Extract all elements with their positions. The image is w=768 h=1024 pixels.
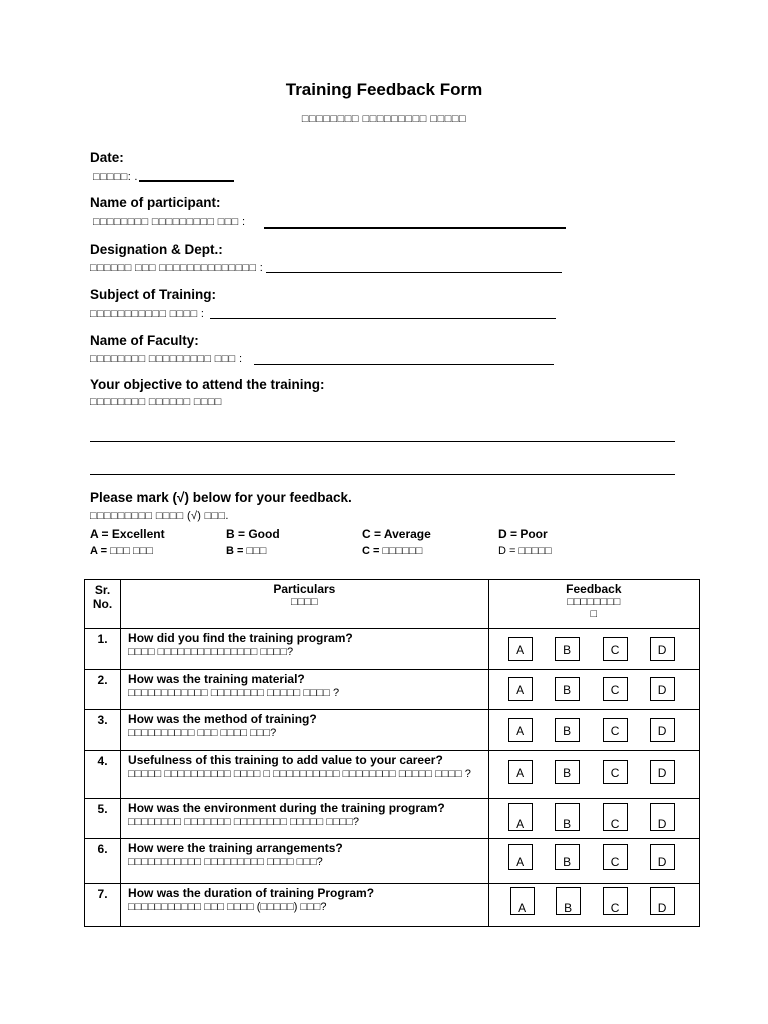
option-a-box[interactable]: A	[508, 760, 533, 784]
option-a-box[interactable]: A	[508, 803, 533, 831]
option-d-box[interactable]: D	[650, 637, 675, 661]
feedback-header-text: Feedback	[566, 582, 622, 596]
question-cell	[121, 751, 489, 799]
form-title: Training Feedback Form	[285, 80, 483, 99]
option-d-box[interactable]: D	[650, 844, 675, 870]
legend-a-sub: A = □□□ □□□	[90, 545, 153, 557]
option-c-box[interactable]: C	[603, 677, 628, 701]
row-number: 5.	[85, 799, 121, 839]
option-c-box[interactable]: C	[603, 803, 628, 831]
legend-b: B = Good	[226, 527, 280, 541]
legend-d-sub: D = □□□□□	[498, 545, 552, 557]
subject-label: Subject of Training:	[90, 287, 217, 302]
objective-sublabel: □□□□□□□□ □□□□□□ □□□□	[90, 396, 222, 408]
participant-name-field[interactable]	[264, 227, 566, 229]
question-subtext: □□□□ □□□□□□□□□□□□□□□ □□□□?	[128, 646, 294, 658]
instructions-label: Please mark (√) below for your feedback.	[90, 490, 352, 505]
date-label: Date:	[90, 150, 124, 165]
sr-header-text-2: No.	[92, 597, 113, 611]
participant-name-sublabel: □□□□□□□□ □□□□□□□□□ □□□ :	[93, 216, 246, 228]
legend-a: A = Excellent	[90, 527, 165, 541]
option-b-box[interactable]: B	[555, 760, 580, 784]
question-text: How was the environment during the training program?	[128, 801, 445, 815]
faculty-sublabel: □□□□□□□□ □□□□□□□□□ □□□ :	[90, 353, 243, 365]
option-d-box[interactable]: D	[650, 760, 675, 784]
objective-field-line-1[interactable]	[90, 441, 675, 442]
feedback-header-sub: □□□□□□□□	[567, 596, 621, 608]
feedback-header-sub-2: □	[590, 608, 598, 620]
question-cell	[121, 839, 489, 884]
option-d-box[interactable]: D	[650, 677, 675, 701]
question-subtext: □□□□□□□□ □□□□□□□ □□□□□□□□ □□□□□ □□□□?	[128, 816, 359, 828]
legend-b-sub: B = □□□	[226, 545, 267, 557]
feedback-options	[488, 710, 699, 751]
designation-label: Designation & Dept.:	[90, 242, 223, 257]
faculty-field[interactable]	[254, 364, 554, 365]
question-subtext: □□□□□□□□□□□ □□□□□□□□□ □□□□ □□□?	[128, 856, 323, 868]
feedback-header	[488, 580, 699, 629]
question-text: How was the training material?	[128, 672, 305, 686]
option-a-box[interactable]: A	[508, 718, 533, 742]
objective-label: Your objective to attend the training:	[90, 377, 325, 392]
feedback-options	[488, 799, 699, 839]
feedback-options	[488, 629, 699, 670]
option-b-box[interactable]: B	[555, 677, 580, 701]
question-cell	[121, 629, 489, 670]
particulars-header	[121, 580, 489, 629]
table-row	[85, 839, 700, 884]
feedback-options	[488, 884, 699, 927]
question-cell	[121, 710, 489, 751]
table-row	[85, 884, 700, 927]
option-c-box[interactable]: C	[603, 887, 628, 915]
objective-field-line-2[interactable]	[90, 474, 675, 475]
table-row	[85, 710, 700, 751]
particulars-header-text: Particulars	[273, 582, 336, 596]
option-b-box[interactable]: B	[556, 887, 581, 915]
table-row	[85, 799, 700, 839]
legend-c-sub: C = □□□□□□	[362, 545, 423, 557]
question-subtext: □□□□□□□□□□□ □□□ □□□□ (□□□□□) □□□?	[128, 901, 327, 913]
instructions-sublabel: □□□□□□□□□ □□□□ (√) □□□.	[90, 510, 229, 522]
legend-c: C = Average	[362, 527, 431, 541]
question-text: How did you find the training program?	[128, 631, 353, 645]
row-number: 1.	[85, 629, 121, 670]
row-number: 3.	[85, 710, 121, 751]
question-text: How were the training arrangements?	[128, 841, 343, 855]
option-b-box[interactable]: B	[555, 718, 580, 742]
option-d-box[interactable]: D	[650, 803, 675, 831]
option-a-box[interactable]: A	[508, 637, 533, 661]
designation-field[interactable]	[266, 272, 562, 273]
option-d-box[interactable]: D	[650, 887, 675, 915]
participant-name-label: Name of participant:	[90, 195, 221, 210]
table-header-row	[85, 580, 700, 629]
sr-header	[85, 580, 121, 629]
sr-header-text: Sr.	[94, 583, 111, 597]
row-number: 4.	[85, 751, 121, 799]
question-subtext: □□□□□□□□□□ □□□ □□□□ □□□?	[128, 727, 277, 739]
row-number: 7.	[85, 884, 121, 927]
option-c-box[interactable]: C	[603, 718, 628, 742]
option-c-box[interactable]: C	[603, 760, 628, 784]
option-a-box[interactable]: A	[508, 677, 533, 701]
option-d-box[interactable]: D	[650, 718, 675, 742]
option-b-box[interactable]: B	[555, 844, 580, 870]
table-row	[85, 670, 700, 710]
date-field[interactable]	[139, 180, 234, 182]
feedback-table	[84, 579, 700, 927]
question-text: How was the method of training?	[128, 712, 317, 726]
feedback-options	[488, 839, 699, 884]
option-c-box[interactable]: C	[603, 637, 628, 661]
question-subtext: □□□□□□□□□□□□ □□□□□□□□ □□□□□ □□□□ ?	[128, 687, 340, 699]
question-text: How was the duration of training Program?	[128, 886, 375, 900]
option-b-box[interactable]: B	[555, 803, 580, 831]
row-number: 6.	[85, 839, 121, 884]
question-cell	[121, 799, 489, 839]
row-number: 2.	[85, 670, 121, 710]
table-row	[85, 751, 700, 799]
legend-d: D = Poor	[498, 527, 548, 541]
date-sublabel: □□□□□: .	[93, 171, 138, 183]
feedback-options	[488, 751, 699, 799]
faculty-label: Name of Faculty:	[90, 333, 199, 348]
table-row	[85, 629, 700, 670]
option-c-box[interactable]: C	[603, 844, 628, 870]
subject-sublabel: □□□□□□□□□□□ □□□□ :	[90, 308, 205, 320]
subject-field[interactable]	[210, 318, 556, 319]
option-a-box[interactable]: A	[508, 844, 533, 870]
particulars-header-sub: □□□□	[291, 596, 318, 608]
form-subtitle: □□□□□□□□ □□□□□□□□□ □□□□□	[301, 113, 467, 125]
option-b-box[interactable]: B	[555, 637, 580, 661]
designation-sublabel: □□□□□□ □□□ □□□□□□□□□□□□□□ :	[90, 262, 264, 274]
feedback-options	[488, 670, 699, 710]
question-subtext: □□□□□ □□□□□□□□□□ □□□□ □ □□□□□□□□□□ □□□□□□□□ □□□□□ □□□□ ?	[128, 768, 471, 780]
question-cell	[121, 884, 489, 927]
question-text: Usefulness of this training to add value to your career?	[128, 753, 443, 767]
option-a-box[interactable]: A	[510, 887, 535, 915]
question-cell	[121, 670, 489, 710]
